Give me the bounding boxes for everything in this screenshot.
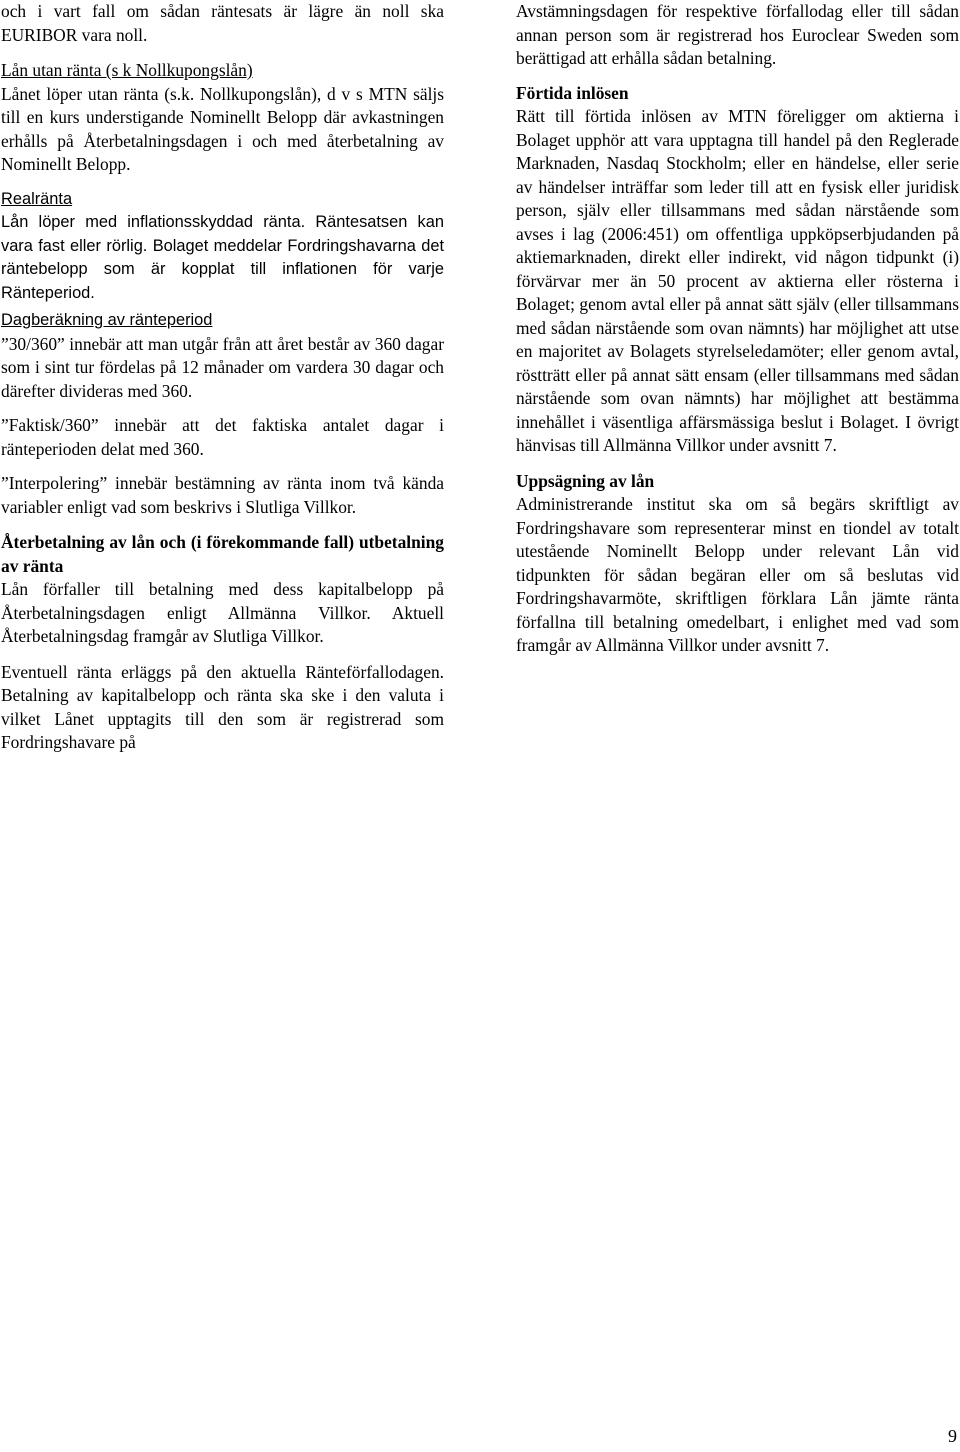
- interest-payment-paragraph: Eventuell ränta erläggs på den aktuella Ränteförfallodagen. Betalning av kapitalbelopp och ränta ska ske i den valuta i vilket Lånet upptagits till den som är registrerad som Fordringshavare på: [1, 661, 444, 752]
- zero-coupon-section: [1, 59, 444, 177]
- repayment-body: Lån förfaller till betalning med dess kapitalbelopp på Återbetalningsdagen enligt Allmänna Villkor. Aktuell Återbetalningsdag framgår av Slutliga Villkor.: [1, 579, 444, 646]
- real-rate-heading: Realränta: [1, 189, 73, 208]
- day-count-interpolation: ”Interpolering” innebär bestämning av ränta inom två kända variabler enligt vad som beskrivs i Slutliga Villkor.: [1, 473, 444, 517]
- day-count-heading: Dagberäkning av ränteperiod: [1, 311, 213, 329]
- day-count-30-360: ”30/360” innebär att man utgår från att året består av 360 dagar som i sint tur fördelas på 12 månader om vardera 30 dagar och därefter divideras med 360.: [1, 333, 444, 401]
- termination-body: Administrerande institut ska om så begärs skriftligt av Fordringshavare som representerar minst en tiondel av totalt utestående Nominellt Belopp under relevant Lån vid tidpunkten för sådan begäran eller om så beslutas vid Fordringshavarmöte, skriftligen förklara Lån jämte ränta förfallna till betalning omedelbart, i enlighet med vad som framgår av Allmänna Villkor under avsnitt 7.: [516, 494, 959, 655]
- repayment-section: [1, 531, 444, 649]
- zero-coupon-body: Lånet löper utan ränta (s.k. Nollkupongslån), d v s MTN säljs till en kurs understigande Nominellt Belopp där avkastningen erhålls på Återbetalningsdagen i och med återbetalning av Nominellt Belopp.: [1, 83, 444, 174]
- left-column: [1, 0, 444, 755]
- continued-paragraph: Avstämningsdagen för respektive förfallodag eller till sådan annan person som är registrerad hos Euroclear Sweden som berättigad att erhålla sådan betalning.: [516, 1, 959, 68]
- real-rate-body: Lån löper med inflationsskyddad ränta. Räntesatsen kan vara fast eller rörlig. Bolaget meddelar Fordringshavarna det räntebelopp som är kopplat till inflationen för varje Ränteperiod.: [1, 213, 444, 302]
- early-redemption-section: [516, 82, 959, 458]
- zero-coupon-heading: Lån utan ränta (s k Nollkupongslån): [1, 60, 253, 80]
- page-number: 9: [948, 1426, 957, 1446]
- real-rate-section: [1, 188, 444, 306]
- termination-section: [516, 470, 959, 658]
- repayment-heading: Återbetalning av lån och (i förekommande fall) utbetalning av ränta: [1, 532, 444, 576]
- intro-paragraph: och i vart fall om sådan räntesats är lägre än noll ska EURIBOR vara noll.: [1, 1, 444, 45]
- right-column: [516, 0, 959, 658]
- termination-heading: Uppsägning av lån: [516, 470, 655, 491]
- day-count-actual-360: ”Faktisk/360” innebär att det faktiska antalet dagar i ränteperioden delat med 360.: [1, 415, 444, 459]
- early-redemption-heading: Förtida inlösen: [516, 82, 629, 103]
- early-redemption-body: Rätt till förtida inlösen av MTN föreligger om aktierna i Bolaget upphör att vara upptagna till handel på den Reglerade Marknaden, Nasdaq Stockholm; eller en händelse, eller serie av händelser inträffar som leder till att en fysisk eller juridisk person, själv eller tillsammans med sådan närstående som avses i lag (2006:451) om offentliga uppköpserbjudanden på aktiemarknaden, direkt eller indirekt, vid någon tidpunkt (i) förvärvar mer än 50 procent av aktierna eller rösterna i Bolaget; genom avtal eller på annat sätt själv (eller tillsammans med sådan närstående som ovan nämnts) har möjlighet att utse en majoritet av Bolagets styrelseledamöter; eller genom avtal, röstträtt eller på annat sätt ensam (eller tillsammans med sådan närstående som ovan nämnts) har möjlighet att bestämma innehållet i väsentliga affärsmässiga beslut i Bolaget. I övrigt hänvisas till Allmänna Villkor under avsnitt 7.: [516, 106, 959, 455]
